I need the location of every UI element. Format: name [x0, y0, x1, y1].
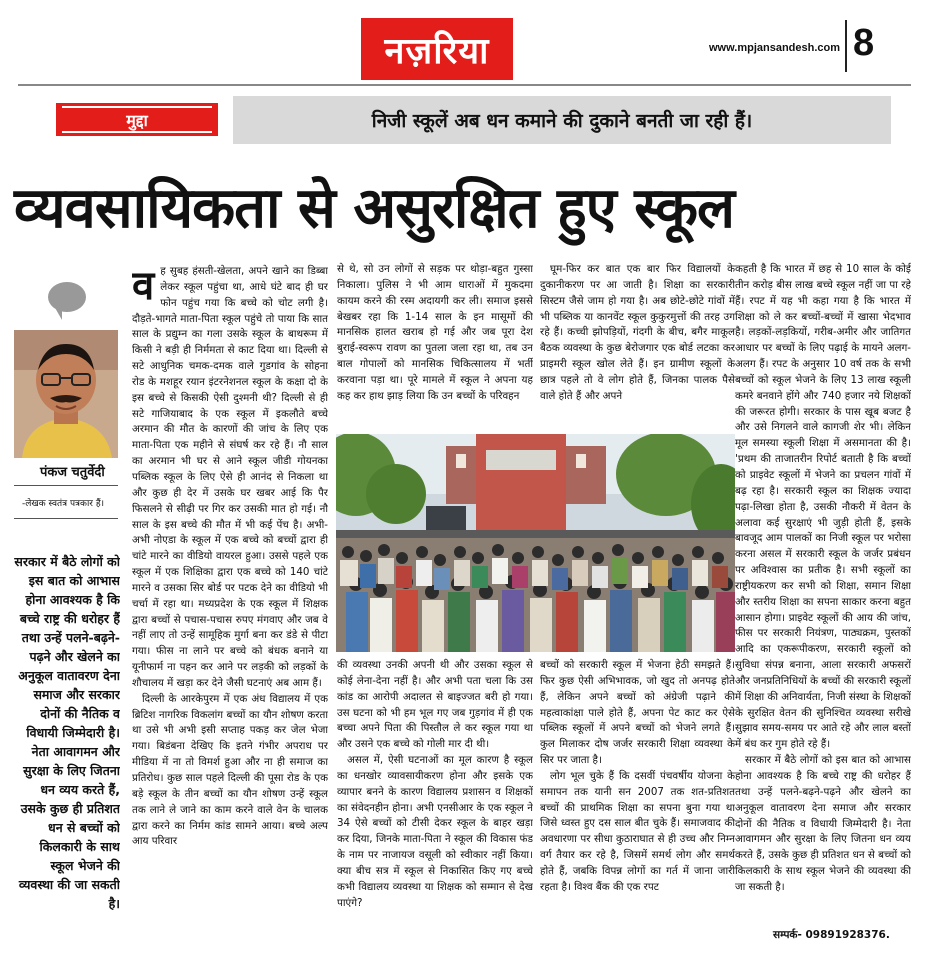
article-paragraph: से थे, सो उन लोगों से सड़क पर थोड़ा-बहुत गुस्सा निकाला। पुलिस ने भी आम धाराओं में मुकदमा कायम करने की रस्म अदायगी कर ली। समाज इससे बेखबर रहा कि 1-14 साल के इन मासूमों की मानसिक हालत खराब हो गई और जब पूरा देश बुराई-स्वरूप रावण का पुतला जला रहा था, तब उन बाल गोपालों को मानसिक चिकित्सालय में भर्ती करवाना पड़ा था। पूरे मामले में स्कूल ने अपना यह कह कर हाथ झाड़ लिया कि उन बच्चों के परिवहन — [337, 263, 533, 402]
author-name: पंकज चतुर्वेदी — [40, 465, 105, 480]
website-url[interactable]: www.mpjansandesh.com — [709, 42, 841, 54]
article-paragraph: दिल्ली के आरकेपुरम में एक अंध विद्यालय में एक ब्रिटिश नागरिक विकलांग बच्चों का यौन शोषण करता था उसे भी अभी इसी सप्ताह पकड़ कर जेल भेजा गया। बिडंबना देखिए कि इतने गंभीर अपराध पर मीडिया में ना तो विमर्श हुआ और ना ही समाज का प्रतिरोध। कुछ साल पहले दिल्ली की पूसा रोड के एक बड़े स्कूल के तीन बच्चों का यौन शोषण उन्हें स्कूल तक लाने ले जाने का काम करने वाले वेन के चालक द्वारा करने का निर्मम कांड सामने आया। बच्चे अल्प आय परिवार — [132, 692, 328, 848]
divider — [14, 518, 118, 519]
article-column-1 — [132, 264, 328, 952]
article-column-2-bottom — [337, 658, 533, 954]
news-photo — [336, 434, 735, 652]
article-column-4 — [735, 262, 911, 926]
speech-bubble-tail — [54, 306, 62, 320]
article-column-3-top — [540, 262, 735, 430]
article-paragraph: कहती है कि भारत में छह से 10 साल के कोई तीन करोड़ बीस लाख बच्चे स्कूल नहीं जा पा रहे हैं। रपट में यह भी कहा गया है कि भारत में शिक्षा को ले कर बच्चों-बच्चों में खासा भेदभाव है। लड़कों-लड़कियों, गरीब-अमीर और जातिगत आधार पर बच्चों के लिए पढ़ाई के मायने अलग-अलग हैं। रपट के अनुसार 10 वर्ष तक के सभी बच्चों को स्कूल भेजने के लिए 13 लाख स्कूली कमरे बनवाने होंगे और 740 हजार नये शिक्षकों की जरूरत होगी। सरकार के पास खूब बजट है और उसे निगलने वाले कागजी शेर भी। लेकिन मूल समस्या स्कूली शिक्षा में असमानता की है। 'प्रथम की ताजातरीन रिपोर्ट बताती है कि बच्चों को प्राइवेट स्कूलों में भेजने का प्रचलन गांवों में बढ़ रहा है। सरकारी स्कूल का शिक्षक ज्यादा पढ़ा-लिखा होता है, उसकी नौकरी में वेतन के अलावा कई सुरक्षाएं भी जुड़ी होती हैं, इसके बावजूद आम पालकों का निजी स्कूल पर भरोसा करना असल में सरकारी स्कूल के जर्जर प्रबंधन पर अविश्वास का प्रतीक है। सभी स्कूलों का राष्ट्रीयकरण कर सभी को शिक्षा, समान शिक्षा और स्तरीय शिक्षा का सपना साकार करना बहुत आसान होगा। प्राइवेट स्कूलों की आय की जांच, फीस पर सरकारी नियंत्रण, पाठ्यक्रम, पुस्तकों आदि का एकरूपीकरण, सरकारी स्कूलों को सुविधा संपन्न बनाना, आला सरकारी अफसरों और जनप्रतिनिधियों के बच्चों की सरकारी स्कूलों में शिक्षा की अनिवार्यता, निजी संस्था के शिक्षकों के सुरक्षित वेतन की सुनिश्चित व्यवस्था सरीखे सुझाव समय-समय पर आते रहे और लाल बस्तों में बंध कर गुम होते रहे हैं। — [735, 263, 911, 751]
divider — [14, 485, 118, 486]
article-paragraph: बच्चों को सरकारी स्कूल में भेजना हेठी समझते हैं। फिर कुछ ऐसी अभिभावक, जो खुद तो अनपढ़ होते हैं, लेकिन अपने बच्चों को अंग्रेजी पढ़ाने की महत्वाकांक्षा पाले होते हैं, अपना पेट काट कर ऐसे पब्लिक स्कूलों में अपने बच्चों को भेजने लगते हैं। कुल मिलाकर दोष जर्जर सरकारी शिक्षा व्यवस्था के सिर पर जाता है। — [540, 659, 735, 767]
drop-cap: व — [132, 264, 155, 309]
author-photo — [14, 330, 118, 458]
subheadline: निजी स्कूलें अब धन कमाने की दुकाने बनती जा रही हैं। — [233, 96, 891, 144]
pull-quote: सरकार में बैठे लोगों को इस बात को आभास होना आवश्यक है कि बच्चे राष्ट्र की धरोहर हैं तथा उन्हें पलने-बढ़ने-पढ़ने और खेलने का अनुकूल वातावरण देना समाज और सरकार दोनों की नैतिक व विधायी जिम्मेदारी है। नेता आवागमन और सुरक्षा के लिए जितना धन व्यय करते हैं, उसके कुछ ही प्रतिशत धन से बच्चों को किलकारी के साथ स्कूल भेजने की व्यवस्था की जा सकती है। — [14, 554, 120, 911]
category-tag: मुद्दा — [62, 106, 212, 133]
article-column-3-bottom — [540, 658, 735, 954]
article-paragraph: की व्यवस्था उनकी अपनी थी और उसका स्कूल से कोई लेना-देना नहीं है। और अभी पता चला कि उस कांड का आरोपी अदालत से बाइज्जत बरी हो गया। उस घटना को भी हम भूल गए जब गुड़गांव में ही एक बच्चा अपने पिता की पिस्तौल ले कर स्कूल गया था और उसने एक बच्चे को गोली मार दी थी। — [337, 659, 533, 751]
page-number: 8 — [853, 22, 875, 64]
headline: व्यवसायिकता से असुरक्षित हुए स्कूल — [14, 176, 734, 241]
article-paragraph: असल में, ऐसी घटनाओं का मूल कारण है स्कूल का धनखोर व्यावसायीकरण होना और इसके एक व्यापार बनने के कारण विद्यालय प्रशासन व शिक्षकों का संवेदनहीन होना। अभी एनसीआर के एक स्कूल ने 34 ऐसे बच्चों को टीसी देकर स्कूल के बाहर खड़ा कर दिया, जिनके माता-पिता ने स्कूल की विकास फंड के नाम पर नाजायज वसूली को स्वीकार नहीं किया। क्या बीच सत्र में स्कूल से निकासित किए गए बच्चे कभी विद्यालय व्यवस्था या शिक्षक को सम्मान से देख पाएंगे? — [337, 754, 533, 909]
article-paragraph: सरकार में बैठे लोगों को इस बात को आभास होना आवश्यक है कि बच्चे राष्ट्र की धरोहर हैं तथा उन्हें पलने-बढ़ने-पढ़ने और खेलने का अनुकूल वातावरण देना समाज और सरकार दोनों की नैतिक व विधायी जिम्मेदारी है। नेता आवागमन और सुरक्षा के लिए जितना धन व्यय करते हैं, उसके कुछ ही प्रतिशत धन से बच्चों को किलकारी के साथ स्कूल भेजने की व्यवस्था की जा सकती है। — [735, 754, 911, 893]
section-title: नज़रिया — [361, 18, 513, 80]
divider — [845, 20, 847, 72]
divider — [18, 84, 911, 86]
article-paragraph: घूम-फिर कर बात एक बार फिर विद्यालयों के दुकानीकरण पर आ जाती है। शिक्षा का सरकारी सिस्टम जैसे जाम हो गया है। अब छोटे-छोटे गांवों में भी पब्लिक या कानवेंट स्कूल कुकुरमुत्तों की तरह उग रहे हैं। कच्ची झोपड़ियों, गंदगी के बीच, बगैर माकूल बैठक व्यवस्था के कुछ बेरोजगार एक बोर्ड लटका कर प्राइमरी स्कूल खोल लेते हैं। इन ग्रामीण स्कूलों के छात्र पहले तो वे लोग होते हैं, जिनका पालक पैसे वाले होते हैं और अपने — [540, 263, 735, 402]
article-paragraph: ह सुबह हंसती-खेलता, अपने खाने का डिब्बा लेकर स्कूल पहुंचा था, आधे घंटे बाद ही घर फोन पहुंच गया कि बच्चे को चोट लगी है। दौड़ते-भागते माता-पिता स्कूल पहुंचे तो पाया कि सात साल के प्रद्युम्न का गला उसके स्कूल के बाथरूम में किसी ने बड़ी ही निर्ममता से काट दिया था। दिल्ली से सटे आधुनिक चमक-दमक वाले गुडगांव के सोहना रोड के मशहूर रयान इंटरनेशनल स्कूल के कक्षा दो के इस बच्चे से किसकी ऐसी दुश्मनी थी? दिल्ली से ही सटे गाजियाबाद के एक स्कूल में इकलौते बच्चे अरमान की मौत के कारणों की जांच के लिए एक माता-पिता एक महीने से संघर्ष कर रहे हैं। नौ साल का अरमान भी घर से आने स्कूल जीडी गोयनका पब्लिक स्कूल के लिए ऐसे ही आनंद से निकला था और कुछ ही देर में उसके घर खबर आई कि पैर फिसलने से सीढ़ी पर गिर कर उसकी मात हो गई। नौ साल के इस बच्चे की मौत में भी कई पेंच है। अभी-अभी नोएडा के स्कूल में एक बच्चे को बच्चों द्वारा ही चांटे मारने का वीडियो वायरल हुआ। उससे पहले एक स्कूल में एक शिक्षिका द्वारा एक बच्चे को 140 चांटे मारने व उसका सिर बोर्ड पर पटक देने का वीडियो भी चर्चा में रहा था। मध्यप्रदेश के एक स्कूल में शिक्षक द्वारा बच्चों से पचास-पचास रुपए मंगवाए और जब वे नहीं लाए तो उन्हें सामूहिक मुर्गा बना कर डंडे से पीटा गया। फीस ना लाने पर बच्चे को बंधक बनाने या यूनीफार्म ना पहन कर आने पर लड़की को लड़कों के शौचालय में खड़ा कर देने जैसी घटनाएं अब आम हैं। — [132, 265, 328, 689]
contact-number: सम्पर्क- 09891928376. — [773, 929, 890, 941]
article-column-2-top — [337, 262, 533, 430]
article-paragraph: लोग भूल चुके हैं कि दसवीं पंचवर्षीय योजना के समापन तक यानी सन 2007 तक शत-प्रतिशत बच्चों की प्राथमिक शिक्षा का सपना बुना गया था जिसे ध्वस्त हुए दस साल बीत चुके हैं। समाजवाद की अवधारणा पर सीधा कुठाराघात से ही उच्च और निम्न वर्ग तैयार कर रहे है, जिसमें समर्थ लोग और समर्थ होते हैं, जबकि विपन्न लोगों का गर्त में जाना जारी रहता है। विश्व बैंक की एक रपट — [540, 769, 735, 893]
author-note: -लेखक स्वतंत्र पत्रकार हैं। — [22, 499, 105, 509]
